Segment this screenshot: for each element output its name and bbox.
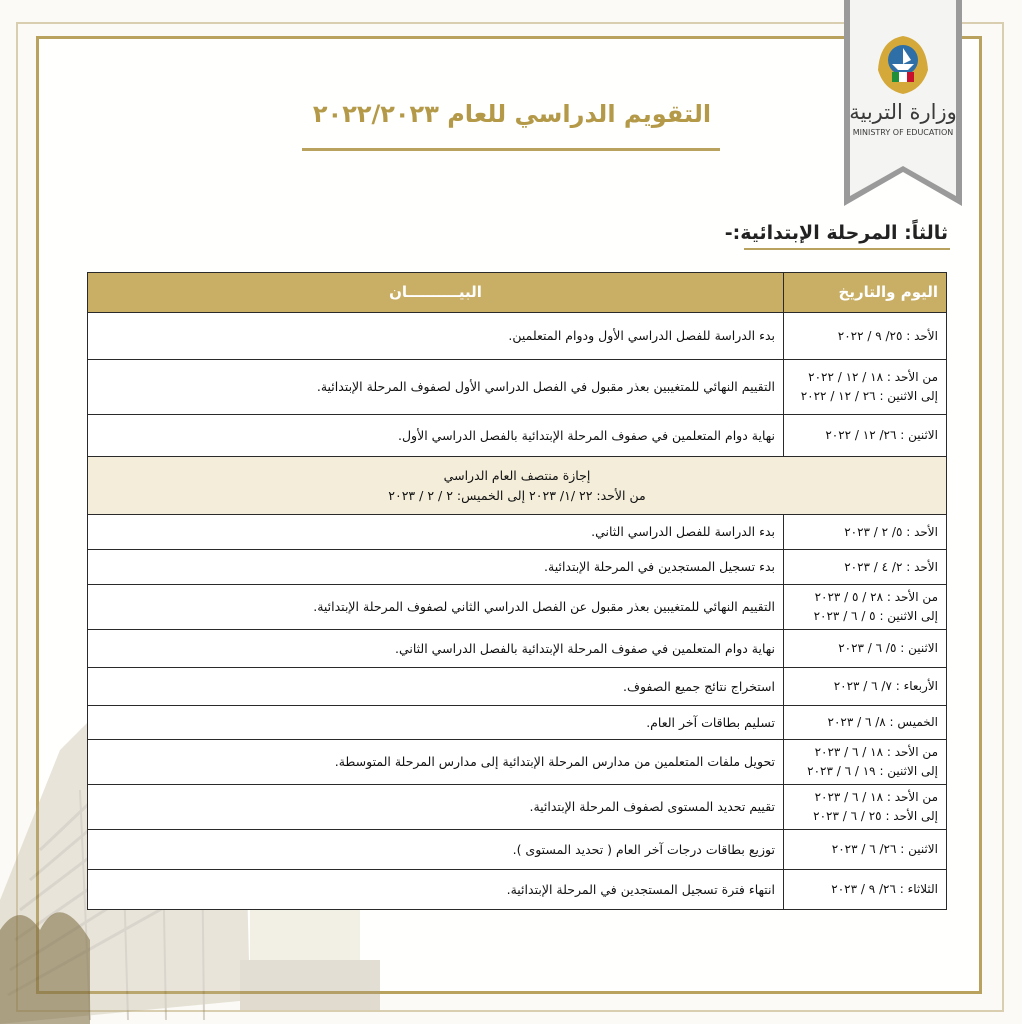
section-heading: ثالثاً: المرحلة الإبتدائية:- — [724, 222, 948, 244]
description-cell: نهاية دوام المتعلمين في صفوف المرحلة الإبتدائية بالفصل الدراسي الثاني. — [88, 630, 784, 668]
date-cell — [784, 585, 947, 630]
date-cell — [784, 630, 947, 668]
table-row — [88, 668, 947, 706]
table-row — [88, 830, 947, 870]
table-row — [88, 630, 947, 668]
date-cell — [784, 515, 947, 550]
description-cell: بدء الدراسة للفصل الدراسي الثاني. — [88, 515, 784, 550]
date-line: الأحد : ٢/ ٤ / ٢٠٢٣ — [844, 559, 938, 574]
page-title: التقويم الدراسي للعام ٢٠٢٢/٢٠٢٣ — [312, 100, 712, 128]
date-line: من الأحد : ١٨ / ١٢ / ٢٠٢٢ — [808, 370, 938, 385]
date-line: من الأحد : ١٨ / ٦ / ٢٠٢٣ — [814, 790, 938, 805]
date-cell — [784, 706, 947, 740]
description-cell: تحويل ملفات المتعلمين من مدارس المرحلة الإبتدائية إلى مدارس المرحلة المتوسطة. — [88, 740, 784, 785]
column-header-description: البيــــــــــان — [88, 273, 784, 313]
description-cell: توزيع بطاقات درجات آخر العام ( تحديد المستوى ). — [88, 830, 784, 870]
date-line: الأحد : ٢٥/ ٩ / ٢٠٢٢ — [837, 328, 938, 343]
table-row — [88, 415, 947, 457]
date-line: الاثنين : ٢٦/ ١٢ / ٢٠٢٢ — [825, 428, 938, 443]
table-row — [88, 706, 947, 740]
date-line: إلى الأحد : ٢٥ / ٦ / ٢٠٢٣ — [813, 809, 938, 823]
midyear-holiday-row — [88, 457, 947, 515]
description-cell: التقييم النهائي للمتغيبين بعذر مقبول عن الفصل الدراسي الثاني لصفوف المرحلة الإبتدائية. — [88, 585, 784, 630]
date-cell — [784, 870, 947, 910]
ministry-name — [842, 100, 964, 137]
date-line: إلى الاثنين : ٥ / ٦ / ٢٠٢٣ — [813, 609, 938, 623]
date-cell — [784, 313, 947, 360]
table-row — [88, 515, 947, 550]
date-cell — [784, 415, 947, 457]
date-cell — [784, 830, 947, 870]
date-line: الاثنين : ٢٦/ ٦ / ٢٠٢٣ — [831, 842, 938, 857]
date-cell — [784, 360, 947, 415]
date-line: من الأحد : ٢٨ / ٥ / ٢٠٢٣ — [814, 590, 938, 605]
table-row — [88, 740, 947, 785]
table-row — [88, 550, 947, 585]
midyear-holiday-title: إجازة منتصف العام الدراسي — [443, 468, 591, 484]
date-cell — [784, 740, 947, 785]
section-underline — [744, 248, 950, 250]
table-row — [88, 870, 947, 910]
date-cell — [784, 550, 947, 585]
table-row — [88, 585, 947, 630]
date-line: الخميس : ٨/ ٦ / ٢٠٢٣ — [827, 715, 938, 730]
table-row — [88, 313, 947, 360]
column-header-date: اليوم والتاريخ — [784, 273, 947, 313]
kuwait-emblem-icon — [872, 30, 934, 96]
date-cell — [784, 785, 947, 830]
description-cell: انتهاء فترة تسجيل المستجدين في المرحلة الإبتدائية. — [88, 870, 784, 910]
midyear-holiday-cell — [88, 457, 947, 515]
table-row — [88, 785, 947, 830]
title-underline — [302, 148, 720, 151]
description-cell: تسليم بطاقات آخر العام. — [88, 706, 784, 740]
date-line: الثلاثاء : ٢٦/ ٩ / ٢٠٢٣ — [831, 882, 938, 897]
ministry-name-en: MINISTRY OF EDUCATION — [852, 128, 954, 137]
description-cell: بدء تسجيل المستجدين في المرحلة الإبتدائية. — [88, 550, 784, 585]
date-line: الأربعاء : ٧/ ٦ / ٢٠٢٣ — [833, 679, 938, 694]
table-row — [88, 360, 947, 415]
description-cell: استخراج نتائج جميع الصفوف. — [88, 668, 784, 706]
description-cell: التقييم النهائي للمتغيبين بعذر مقبول في الفصل الدراسي الأول لصفوف المرحلة الإبتدائية. — [88, 360, 784, 415]
description-cell: بدء الدراسة للفصل الدراسي الأول ودوام المتعلمين. — [88, 313, 784, 360]
date-line: إلى الاثنين : ١٩ / ٦ / ٢٠٢٣ — [807, 764, 938, 778]
description-cell: نهاية دوام المتعلمين في صفوف المرحلة الإبتدائية بالفصل الدراسي الأول. — [88, 415, 784, 457]
date-line: إلى الاثنين : ٢٦ / ١٢ / ٢٠٢٢ — [800, 389, 938, 403]
date-line: الاثنين : ٥/ ٦ / ٢٠٢٣ — [838, 641, 938, 656]
date-line: من الأحد : ١٨ / ٦ / ٢٠٢٣ — [814, 745, 938, 760]
midyear-holiday-dates: من الأحد: ٢٢ /١/ ٢٠٢٣ إلى الخميس: ٢ / ٢ / ٢٠٢٣ — [388, 487, 646, 503]
date-line: الأحد : ٥/ ٢ / ٢٠٢٣ — [844, 524, 938, 539]
description-cell: تقييم تحديد المستوى لصفوف المرحلة الإبتدائية. — [88, 785, 784, 830]
calendar-table — [87, 272, 947, 910]
ministry-name-ar: وزارة التربية — [849, 100, 957, 124]
date-cell — [784, 668, 947, 706]
